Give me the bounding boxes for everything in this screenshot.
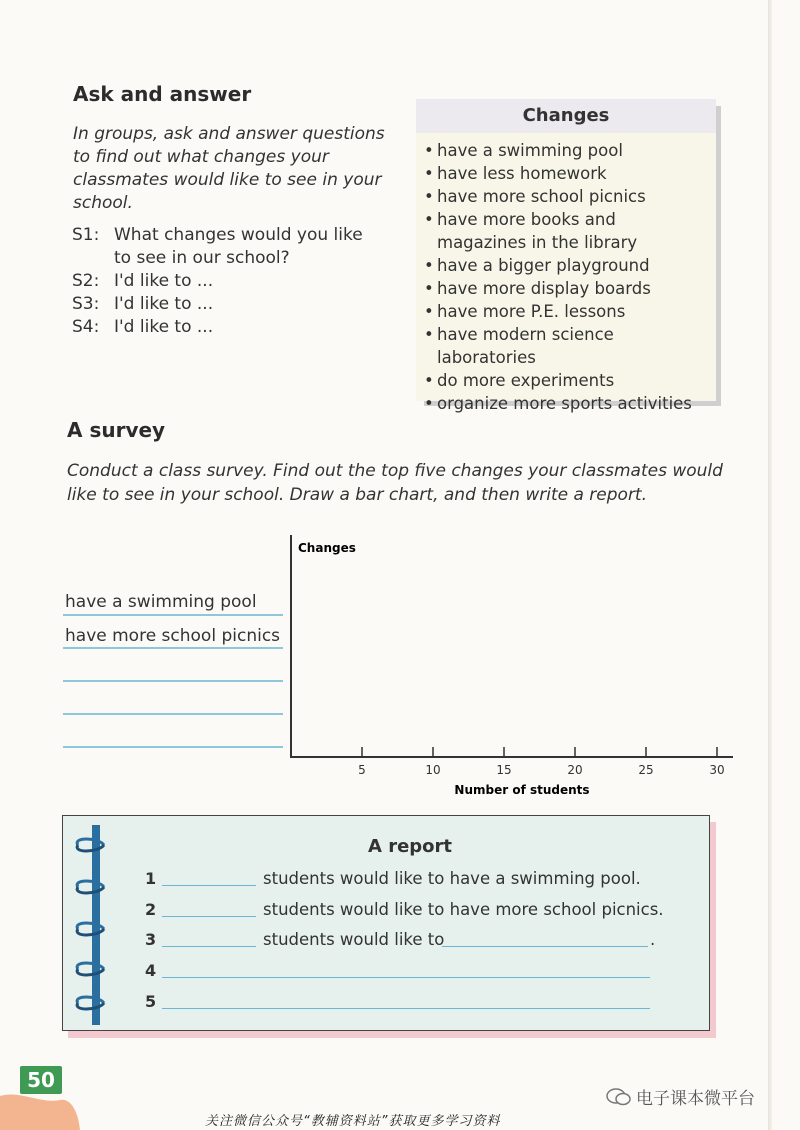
ring-icon: [77, 969, 104, 975]
changes-box-title: Changes: [416, 99, 716, 133]
instruction-line: school.: [73, 193, 133, 213]
speaker-label: S2:: [72, 271, 100, 291]
watermark: [606, 1084, 755, 1109]
instruction-line: classmates would like to see in your: [73, 170, 382, 190]
x-tick-label: 10: [425, 763, 441, 777]
watermark-text: 电子课本微平台: [636, 1089, 755, 1109]
dialogue-line: [72, 270, 392, 293]
page-corner-wave: [0, 1090, 80, 1130]
dialogue-text-line: to see in our school?: [114, 248, 290, 268]
x-tick-label: 25: [638, 763, 654, 777]
dialogue-text: I'd like to ...: [114, 294, 214, 314]
report-row-number: 3: [145, 930, 157, 949]
ask-answer-instructions: [73, 123, 403, 215]
ring-icon: [77, 929, 104, 935]
list-item: • have a swimming pool: [424, 139, 716, 162]
list-item: • do more experiments: [424, 369, 716, 392]
list-item: • have a bigger playground: [424, 254, 716, 277]
answer-blank[interactable]: [162, 916, 256, 917]
ring-icon: [77, 839, 104, 845]
list-item: • have more books and magazines in the library: [424, 208, 707, 254]
ring-icon: [77, 887, 104, 893]
ring-icon: [77, 997, 104, 1003]
ring-icon: [77, 1003, 104, 1009]
y-axis-label: Changes: [298, 541, 356, 555]
dialogue-text: I'd like to ...: [114, 317, 214, 337]
list-item: • have more school picnics: [424, 185, 716, 208]
dialogue-text: [114, 224, 363, 270]
report-row-number: 5: [145, 992, 157, 1011]
dialogue-text-line: What changes would you like: [114, 225, 363, 245]
x-tick-label: 20: [567, 763, 583, 777]
survey-title: A survey: [67, 418, 166, 442]
category-label: have a swimming pool: [65, 592, 257, 612]
ring-icon: [77, 881, 104, 887]
speaker-label: S3:: [72, 294, 100, 314]
report-row-text: students would like to have a swimming pool.: [263, 869, 641, 888]
dialogue-line: [72, 224, 392, 270]
instruction-line: to find out what changes your: [73, 147, 329, 167]
x-tick-label: 30: [709, 763, 725, 777]
list-item: • have more P.E. lessons: [424, 300, 716, 323]
speaker-label: S1:: [72, 225, 100, 245]
dialogue-text: I'd like to ...: [114, 271, 214, 291]
instruction-line: Conduct a class survey. Find out the top five changes your classmates would: [67, 461, 723, 481]
answer-blank[interactable]: [162, 946, 256, 947]
report-title: A report: [368, 836, 453, 857]
instruction-line: In groups, ask and answer questions: [73, 124, 385, 144]
page-number: 50: [20, 1066, 62, 1094]
answer-blank[interactable]: [162, 885, 256, 886]
answer-blank[interactable]: [162, 977, 650, 978]
ask-answer-title: Ask and answer: [73, 82, 252, 106]
x-tick-label: 5: [358, 763, 366, 777]
report-row-text: students would like to have more school picnics.: [263, 900, 664, 919]
list-item: • organize more sports activities: [424, 392, 716, 415]
report-row-number: 4: [145, 961, 157, 980]
survey-instructions: [67, 459, 747, 507]
ring-icon: [77, 963, 104, 969]
changes-box: [416, 99, 716, 413]
report-row-number: 1: [145, 869, 157, 888]
x-tick-label: 15: [496, 763, 512, 777]
page-edge: [768, 0, 772, 1130]
report-row-text: students would like to: [263, 930, 445, 949]
bar-chart: [0, 520, 760, 810]
list-item: • have modern science laboratories: [424, 323, 716, 369]
dialogue-line: [72, 293, 392, 316]
category-label: have more school picnics: [65, 626, 281, 646]
ring-icon: [77, 923, 104, 929]
footer-text: 关注微信公众号“教辅资料站”获取更多学习资料: [205, 1114, 501, 1129]
ring-icon: [77, 845, 104, 851]
changes-list: [416, 139, 716, 415]
answer-blank[interactable]: [442, 946, 648, 947]
answer-blank[interactable]: [162, 1008, 650, 1009]
dialogue-line: [72, 316, 392, 339]
report-row-number: 2: [145, 900, 157, 919]
spiral-rings: [70, 835, 120, 1015]
list-item: • have more display boards: [424, 277, 716, 300]
wechat-icon: [606, 1087, 632, 1107]
report-row-end: .: [650, 930, 656, 949]
dialogue: [72, 224, 392, 339]
instruction-line: like to see in your school. Draw a bar chart, and then write a report.: [67, 485, 648, 505]
x-axis-label: Number of students: [454, 783, 590, 797]
speaker-label: S4:: [72, 317, 100, 337]
list-item: • have less homework: [424, 162, 716, 185]
x-ticks: [358, 747, 724, 777]
